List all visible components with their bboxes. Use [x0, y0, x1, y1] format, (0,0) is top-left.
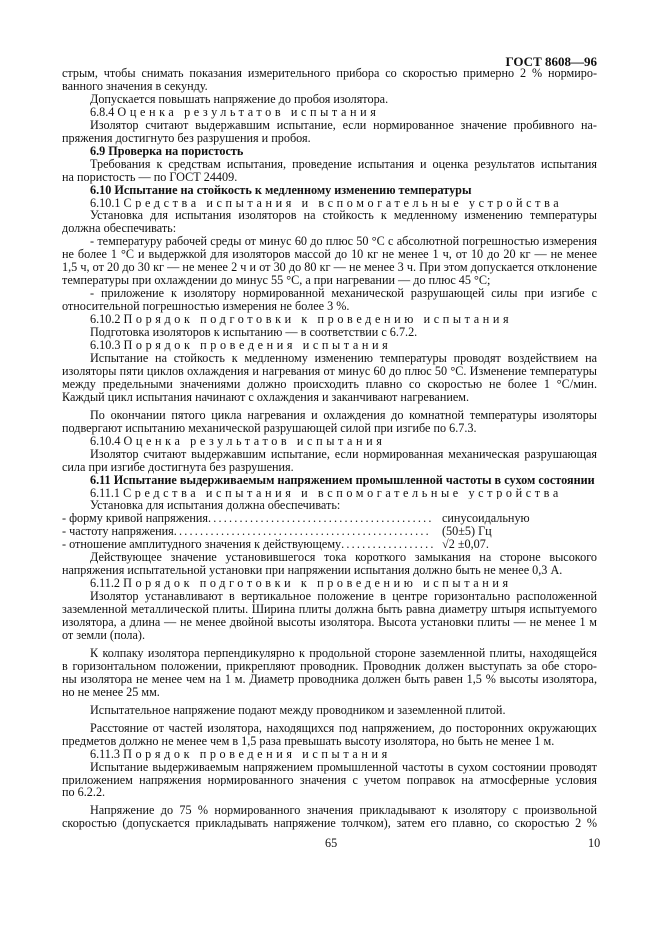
subheading-number: 6.10.3 — [90, 339, 121, 352]
text-line: Изолятор считают выдержавшим испытание, если нормированная механическая разрушающая — [90, 447, 597, 461]
text-line: ны изолятора не менее чем на 1 м. Диаметр проводника должен быть равен 1,5 % высоты изолятора, — [62, 672, 597, 686]
section-heading — [62, 145, 597, 158]
paragraph — [62, 722, 597, 748]
subheading-number: 6.11.3 — [90, 747, 121, 761]
parameter-value: (50±5) Гц — [442, 524, 492, 539]
paragraph — [62, 647, 597, 699]
subheading-number: 6.10.4 — [90, 434, 121, 448]
text-line: напряжения испытательной установки при напряжении испытания должно быть не менее 0,3 А. — [62, 564, 563, 578]
paragraph — [62, 287, 597, 313]
dot-leader: ........................................... — [208, 511, 434, 526]
text-line: относительной погрешностью измерения не более 3 %. — [62, 300, 350, 314]
paragraph — [62, 352, 597, 404]
text-line: Установка для испытания изоляторов на стойкость к медленному изменению температуры — [90, 209, 597, 223]
paragraph — [62, 326, 597, 339]
text-line: Каждый цикл испытания начинают с охлаждения и заканчивают нагреванием. — [62, 390, 470, 404]
text-line: температуры при охлаждении до минус 55 °С, а при нагревании — до плюс 45 °С; — [62, 274, 491, 288]
paragraph — [62, 804, 597, 830]
subheading-number: 6.10.1 — [90, 196, 121, 210]
text-line: в горизонтальном положении, прикрепляют проводник. Проводник должен выступать за обе сторо- — [62, 659, 597, 673]
section-subheading — [62, 339, 597, 352]
subheading-title: Порядок подготовки к проведению испытания — [123, 577, 512, 591]
text-line: не более 1 °С и выдержкой для изоляторов массой до 10 кг не менее 1 ч, от 10 до 20 кг — не менее — [62, 248, 597, 262]
text-line: Изолятор устанавливают в вертикальное положение в центре горизонтально расположенной — [90, 590, 597, 604]
text-line: между предельными значениями должно происходить плавно со скоростью не более 1 °С/мин. — [62, 377, 597, 391]
text-line: по 6.2.2. — [62, 786, 106, 800]
text-line: пряжения достигнуто без разрушения и пробоя. — [62, 131, 311, 145]
paragraph — [62, 590, 597, 642]
document-header: ГОСТ 8608—96 — [505, 54, 597, 69]
text-line: Расстояние от частей изолятора, находящихся под напряжением, до посторонних окружающих — [90, 721, 597, 735]
text-line: - приложение к изолятору нормированной механической разрушающей силы при изгибе с — [90, 287, 597, 301]
text-line: К колпаку изолятора перпендикулярно к продольной стороне заземленной плиты, находящейся — [90, 646, 597, 660]
paragraph — [62, 448, 597, 474]
text-line: Действующее значение установившегося тока короткого замыкания на стороне высокого — [90, 551, 597, 565]
text-line: 1,5 ч, от 20 до 30 кг — не менее 2 ч и от 30 до 80 кг — не менее 3 ч. При этом допускается отклонение — [62, 261, 597, 275]
text-line: подвергают испытанию механической разрушающей силой при изгибе по 6.7.3. — [62, 421, 477, 435]
text-line: от земли (пола). — [62, 628, 146, 642]
section-subheading — [62, 197, 597, 210]
document-body — [62, 67, 597, 830]
subheading-title: Порядок проведения испытания — [123, 339, 392, 352]
text-line: Допускается повышать напряжение до пробоя изолятора. — [90, 92, 389, 106]
subheading-title: Средства испытания и вспомогательные устройства — [123, 486, 562, 500]
text-line: изоляторы пяти циклов охлаждения и нагревания от минус 60 до плюс 50 °С. Изменение температуры — [62, 364, 597, 378]
text-line: Испытательное напряжение подают между проводником и заземленной плитой. — [90, 703, 506, 717]
text-line: 6.9 Проверка на пористость — [90, 144, 244, 158]
text-line: Испытание выдерживаемым напряжением промышленной частоты в сухом состоянии проводят — [90, 760, 597, 774]
paragraph — [62, 409, 597, 435]
section-subheading — [62, 435, 597, 448]
text-line: Изолятор считают выдержавшим испытание, если нормированное значение пробивного на- — [90, 118, 597, 132]
paragraph — [62, 235, 597, 287]
subheading-number: 6.11.1 — [90, 486, 121, 500]
paragraph — [62, 158, 597, 184]
text-line: Подготовка изоляторов к испытанию — в соответствии с 6.7.2. — [90, 326, 418, 340]
parameter-label: - отношение амплитудного значения к действующему — [62, 537, 342, 552]
section-subheading — [62, 577, 597, 590]
subheading-title: Порядок проведения испытания — [123, 747, 391, 761]
sheet-number: 10 — [588, 836, 601, 850]
paragraph — [62, 551, 597, 577]
parameter-label: - частоту напряжения — [62, 524, 174, 539]
dot-leader: ................................................. — [173, 524, 431, 539]
text-line: Установка для испытания должна обеспечивать: — [90, 499, 341, 513]
section-subheading — [62, 748, 597, 761]
subheading-number: 6.8.4 — [90, 105, 115, 119]
text-line: Требования к средствам испытания, проведение испытания и оценка результатов испытания — [90, 157, 597, 171]
text-line: должна обеспечивать: — [62, 222, 177, 236]
text-line: 6.11 Испытание выдерживаемым напряжением промышленной частоты в сухом состоянии — [90, 473, 595, 487]
paragraph — [62, 93, 597, 106]
text-line: Испытание на стойкость к медленному изменению температуры проводят воздействием на — [90, 351, 597, 365]
section-subheading — [62, 487, 597, 500]
text-line: стрым, чтобы снимать показания измерительного прибора со скоростью примерно 2 % нормиро- — [62, 67, 597, 80]
section-subheading — [62, 313, 597, 326]
subheading-title: Средства испытания и вспомогательные устройства — [123, 196, 563, 210]
text-line: По окончании пятого цикла нагревания и охлаждения до комнатной температуры изоляторы — [90, 408, 597, 422]
text-line: сила при изгибе достигнута без разрушения. — [62, 460, 294, 474]
parameter-label: - форму кривой напряжения — [62, 511, 209, 526]
page-number: 65 — [325, 836, 338, 850]
text-line: Напряжение до 75 % нормированного значения прикладывают к изолятору с произвольной — [90, 804, 597, 818]
text-line: заземленной металлической плиты. Ширина плиты должна быть равна диаметру штыря испытуемого — [62, 603, 597, 617]
paragraph — [62, 209, 597, 235]
text-line: но не менее 25 мм. — [62, 685, 160, 699]
subheading-number: 6.10.2 — [90, 313, 121, 327]
paragraph — [62, 119, 597, 145]
subheading-title: Порядок подготовки к проведению испытания — [123, 313, 513, 327]
text-line: 6.10 Испытание на стойкость к медленному изменению температуры — [90, 183, 472, 197]
paragraph — [62, 704, 597, 717]
paragraph — [62, 761, 597, 800]
section-heading — [62, 474, 597, 487]
text-line: приложением напряжения нормированного значения с учетом поправок на атмосферные условия — [62, 773, 597, 787]
text-line: скоростью (допускается прикладывать напряжение толчком), затем его плавно, со скоростью 2 % — [62, 817, 597, 831]
parameter-value: синусоидальную — [442, 511, 530, 526]
text-line: ванного значения в секунду. — [62, 79, 208, 93]
section-subheading — [62, 106, 597, 119]
section-heading — [62, 184, 597, 197]
text-line: изолятора, а длина — не менее двойной высоты изолятора. Высота установки плиты — не менее 1 м — [62, 616, 597, 629]
subheading-title: Оценка результатов испытания — [117, 105, 380, 119]
text-line: на пористость — по ГОСТ 24409. — [62, 170, 238, 184]
parameter-list — [62, 512, 597, 551]
subheading-title: Оценка результатов испытания — [123, 434, 386, 448]
text-line: - температуру рабочей среды от минус 60 до плюс 50 °С с абсолютной погрешностью измерения — [90, 235, 597, 249]
paragraph — [62, 67, 597, 93]
parameter-row — [62, 538, 597, 551]
parameter-value: √2 ±0,07. — [442, 537, 489, 552]
dot-leader: .................. — [341, 537, 436, 552]
text-line: предметов должно не менее чем в 1,5 раза превышать высоту изолятора, но быть не менее 1 м. — [62, 734, 555, 748]
subheading-number: 6.11.2 — [90, 577, 121, 591]
